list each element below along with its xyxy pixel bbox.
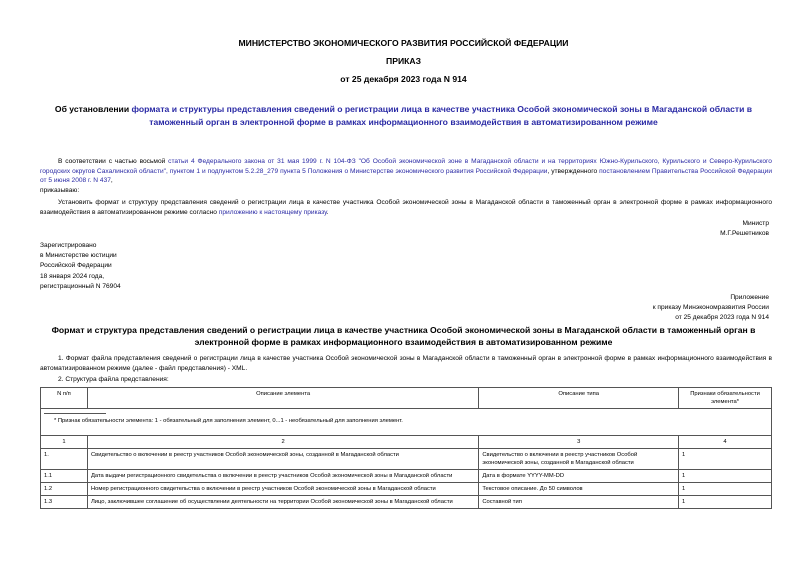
element-cell: Номер регистрационного свидетельства о включении в реестр участников Особой экономической зоны в Магаданской области bbox=[87, 483, 478, 496]
government-decree-link[interactable]: постановлением Правительства Российской Федерации от 5 июня 2008 г. N 437 bbox=[40, 167, 772, 184]
note-cell bbox=[41, 409, 772, 436]
document-date: от 25 декабря 2023 года N 914 bbox=[340, 74, 467, 84]
signature-block bbox=[720, 219, 769, 238]
structure-table bbox=[40, 387, 772, 509]
element-cell: Свидетельство о включении в реестр участников Особой экономической зоны, созданной в Магаданской области bbox=[87, 449, 478, 470]
appendix-line: от 25 декабря 2023 года N 914 bbox=[675, 314, 769, 322]
order-paragraph bbox=[40, 198, 772, 217]
registration-line: Российской Федерации bbox=[40, 262, 112, 270]
signature-position: Министр bbox=[742, 220, 769, 227]
order-word: приказываю: bbox=[40, 187, 80, 194]
format-title: Формат и структура представления сведений о регистрации лица в качестве участника Особой экономической зоны в Магаданской области в таможенный орган в электронной форме в рамках информационного взаимодействия в автоматизированном режиме bbox=[51, 325, 756, 347]
column-number-cell: 4 bbox=[679, 436, 772, 449]
signature-name: М.Г.Решетников bbox=[720, 229, 769, 237]
column-number-cell: 2 bbox=[87, 436, 478, 449]
header-cell: Описание элемента bbox=[87, 388, 478, 409]
requirement-cell: 1 bbox=[679, 449, 772, 470]
order-title-prefix: Об установлении bbox=[54, 104, 132, 114]
column-number-row bbox=[41, 436, 772, 449]
header-cell: Описание типа bbox=[479, 388, 679, 409]
row-number-cell: 1.2 bbox=[41, 483, 88, 496]
type-cell: Текстовое описание. До 50 символов bbox=[479, 483, 679, 496]
preamble-paragraph bbox=[40, 157, 772, 186]
law-link[interactable]: статьи 4 Федерального закона от 31 мая 1999 г. N 104-ФЗ "Об Особой экономической зоне в Магаданской области и на территориях Южно-Курильского, Курильского и Северо-Курильского городских округов Сахалинской области", пунктом 1 и подпунктом 5.2.28_279 пункта 5 Положения о Министерстве экономического развития Российской Федерации bbox=[40, 158, 772, 175]
table-note-row bbox=[41, 409, 772, 436]
requirement-cell: 1 bbox=[679, 483, 772, 496]
column-number-cell: 3 bbox=[479, 436, 679, 449]
registration-line: регистрационный N 76904 bbox=[40, 282, 121, 290]
registration-block bbox=[40, 241, 121, 292]
preamble-text-3: , bbox=[110, 177, 113, 184]
order-text-1: Установить формат и структуру представления сведений о регистрации лица в качестве участника Особой экономической зоны в Магаданской области в таможенный орган в электронной форме в рамках информационного взаимодействия в автоматизированном режиме согласно bbox=[40, 199, 772, 216]
table-row bbox=[41, 483, 772, 496]
table-row bbox=[41, 470, 772, 483]
header-cell: N п/п bbox=[41, 388, 88, 409]
order-title bbox=[30, 103, 777, 129]
element-cell: Лицо, заключившее соглашение об осуществлении деятельности на территории Особой экономической зоны в Магаданской области bbox=[87, 496, 478, 509]
appendix-line: Приложение bbox=[730, 294, 769, 301]
column-number-cell: 1 bbox=[41, 436, 88, 449]
appendix-link[interactable]: приложению к настоящему приказу bbox=[218, 208, 327, 216]
type-cell: Дата в формате YYYY-MM-DD bbox=[479, 470, 679, 483]
type-cell: Свидетельство о включении в реестр участников Особой экономической зоны, созданной в Магаданской области bbox=[479, 449, 679, 470]
row-number-cell: 1.1 bbox=[41, 470, 88, 483]
format-paragraph-1: 1. Формат файла представления сведений о регистрации лица в качестве участника Особой экономической зоны в Магаданской области в таможенный орган в электронной форме в рамках информационного взаимодействия в автоматизированном режиме (далее - файл представления) - XML. bbox=[40, 355, 772, 372]
row-number-cell: 1. bbox=[41, 449, 88, 470]
format-paragraph-2: 2. Структура файла представления: bbox=[58, 376, 169, 383]
requirement-cell: 1 bbox=[679, 496, 772, 509]
registration-line: 18 января 2024 года, bbox=[40, 272, 105, 280]
order-text-2: . bbox=[326, 208, 329, 216]
order-title-link[interactable]: формата и структуры представления сведений о регистрации лица в качестве участника Особой экономической зоны в Магаданской области в таможенный орган в электронной форме в рамках информационного взаимодействия в автоматизированном режиме bbox=[131, 104, 753, 127]
registration-line: в Министерстве юстиции bbox=[40, 252, 117, 260]
preamble-text-1: В соответствии с частью восьмой bbox=[58, 158, 169, 165]
element-cell: Дата выдачи регистрационного свидетельства о включении в реестр участников Особой экономической зоны в Магаданской области bbox=[87, 470, 478, 483]
registration-line: Зарегистрировано bbox=[40, 242, 97, 249]
appendix-line: к приказу Минэкономразвития России bbox=[652, 304, 769, 312]
ministry-heading: МИНИСТЕРСТВО ЭКОНОМИЧЕСКОГО РАЗВИТИЯ РОССИЙСКОЙ ФЕДЕРАЦИИ bbox=[238, 38, 569, 48]
footnote-divider bbox=[44, 413, 106, 414]
preamble-text-2: , утвержденного bbox=[547, 167, 600, 175]
row-number-cell: 1.3 bbox=[41, 496, 88, 509]
document-type: ПРИКАЗ bbox=[386, 56, 421, 66]
requirement-cell: 1 bbox=[679, 470, 772, 483]
table-header-row bbox=[41, 388, 772, 409]
table-row bbox=[41, 496, 772, 509]
header-cell: Признаки обязательности элемента* bbox=[679, 388, 772, 409]
footnote-text: * Признак обязательности элемента: 1 - обязательный для заполнения элемент, 0...1 - необязательный для заполнения элемент. bbox=[54, 418, 403, 424]
type-cell: Составной тип bbox=[479, 496, 679, 509]
appendix-reference bbox=[653, 293, 769, 324]
table-row bbox=[41, 449, 772, 470]
